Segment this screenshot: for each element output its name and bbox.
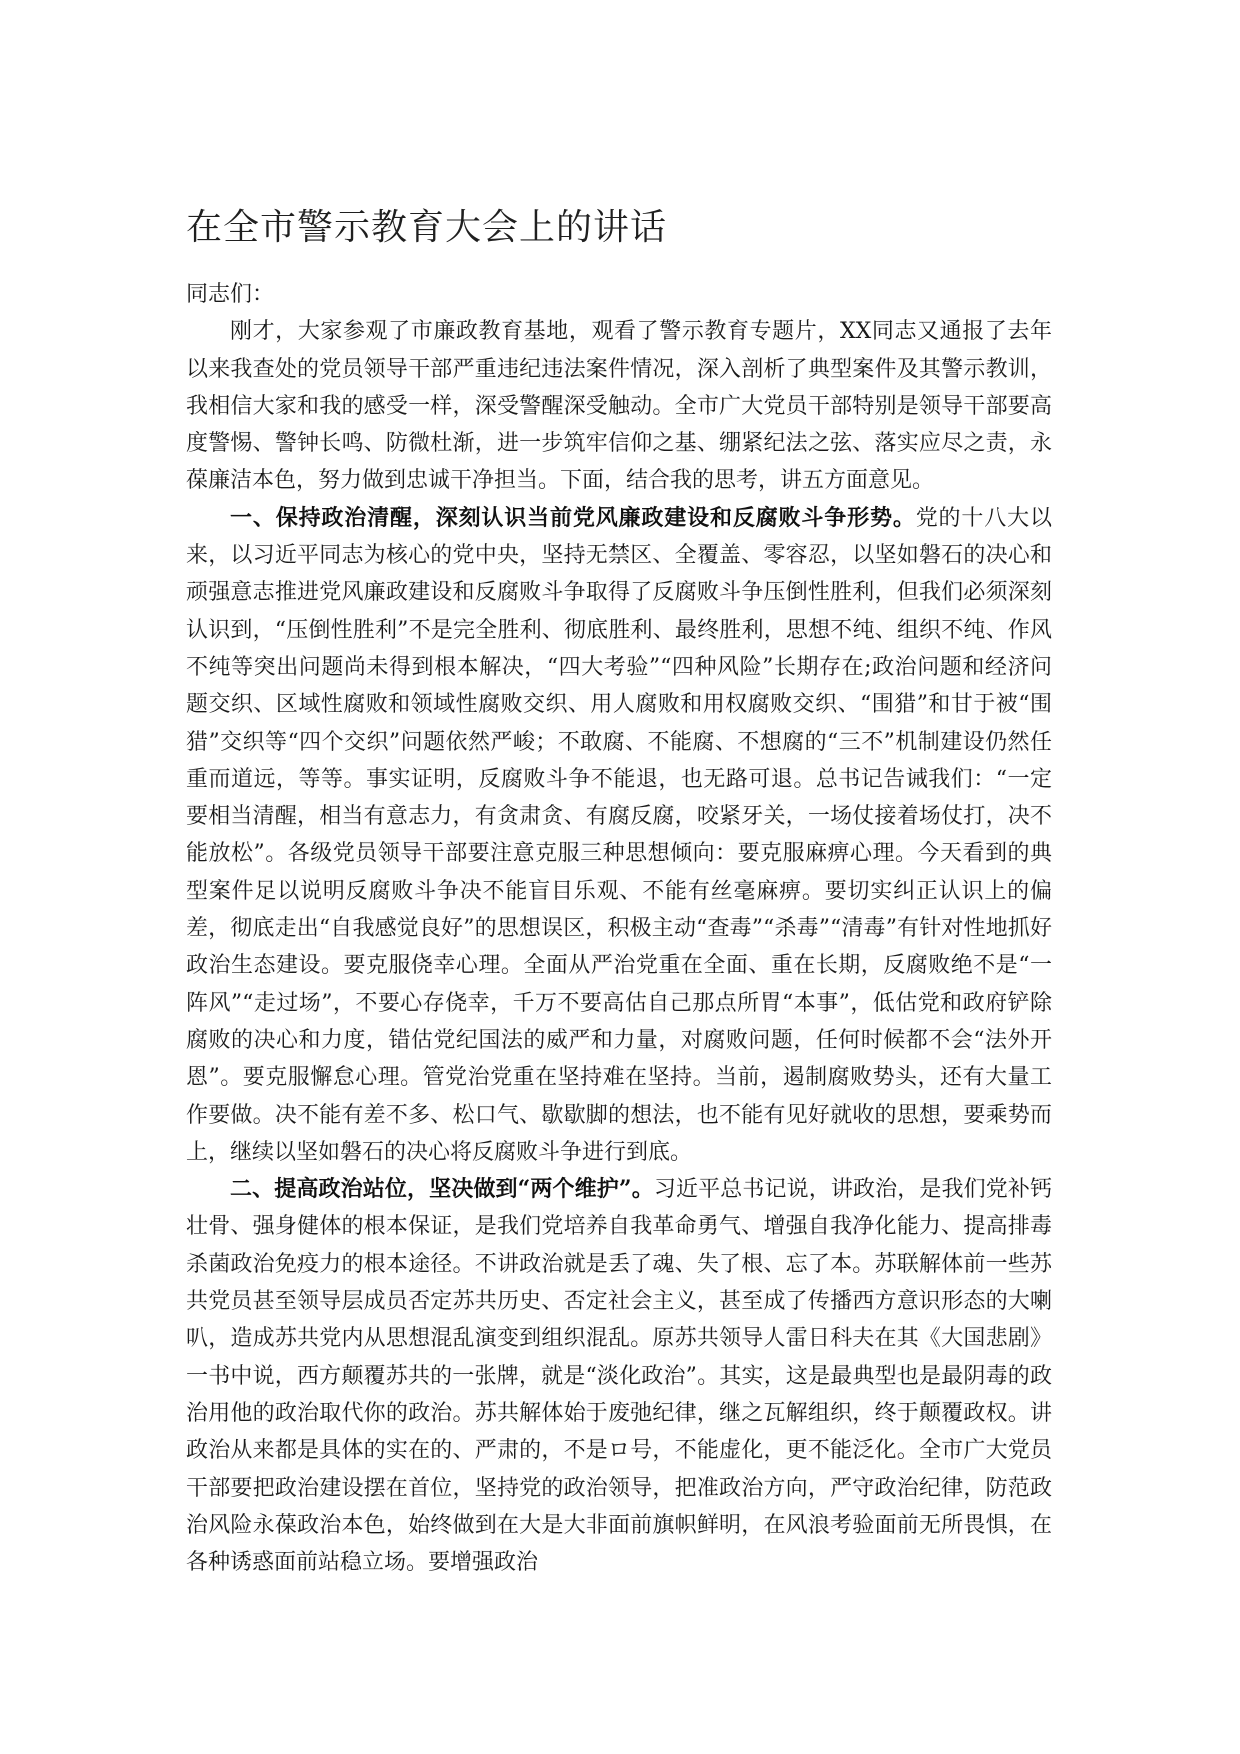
section-paragraph-1	[186, 500, 1052, 1171]
intro-paragraph: 刚才，大家参观了市廉政教育基地，观看了警示教育专题片，XX同志又通报了去年以来我查处的党员领导干部严重违纪违法案件情况，深入剖析了典型案件及其警示教训，我相信大家和我的感受一样，深受警醒深受触动。全市广大党员干部特别是领导干部要高度警惕、警钟长鸣、防微杜渐，进一步筑牢信仰之基、绷紧纪法之弦、落实应尽之责，永葆廉洁本色，努力做到忠诚干净担当。下面，结合我的思考，讲五方面意见。	[186, 319, 1052, 494]
document-title: 在全市警示教育大会上的讲话	[186, 207, 668, 248]
section-paragraph-2	[186, 1171, 1052, 1581]
greeting: 同志们：	[186, 282, 275, 307]
section-text-2: 习近平总书记说，讲政治，是我们党补钙壮骨、强身健体的根本保证，是我们党培养自我革命勇气、增强自我净化能力、提高排毒杀菌政治免疫力的根本途径。不讲政治就是丢了魂、失了根、忘了本。苏联解体前一些苏共党员甚至领导层成员否定苏共历史、否定社会主义，甚至成了传播西方意识形态的大喇叭，造成苏共党内从思想混乱演变到组织混乱。原苏共领导人雷日科夫在其《大国悲剧》一书中说，西方颠覆苏共的一张牌，就是“淡化政治”。其实，这是最典型也是最阴毒的政治用他的政治取代你的政治。苏共解体始于废弛纪律，继之瓦解组织，终于颠覆政权。讲政治从来都是具体的实在的、严肃的，不是ロ号，不能虚化，更不能泛化。全市广大党员干部要把政治建设摆在首位，坚持党的政治领导，把准政治方向，严守政治纪律，防范政治风险永葆政治本色，始终做到在大是大非面前旗帜鲜明，在风浪考验面前无所畏惧，在各种诱惑面前站稳立场。要增强政治	[186, 1177, 1052, 1576]
section-heading-2: 二、提高政治站位，坚决做到“两个维护”。	[230, 1176, 654, 1203]
section-heading-1: 一、保持政治清醒，深刻认识当前党风廉政建设和反腐败斗争形势。	[230, 504, 916, 531]
document-body	[186, 276, 1052, 1581]
section-text-1: 党的十八大以来，以习近平同志为核心的党中央，坚持无禁区、全覆盖、零容忍，以坚如磐石的决心和顽强意志推进党风廉政建设和反腐败斗争取得了反腐败斗争压倒性胜利，但我们必须深刻认识到，“压倒性胜利”不是完全胜利、彻底胜利、最终胜利，思想不纯、组织不纯、作风不纯等突出问题尚未得到根本解决，“四大考验”“四种风险”长期存在;政治问题和经济问题交织、区域性腐败和领域性腐败交织、用人腐败和用权腐败交织、“围猎”和甘于被“围猎”交织等“四个交织”问题依然严峻；不敢腐、不能腐、不想腐的“三不”机制建设仍然任重而道远，等等。事实证明，反腐败斗争不能退，也无路可退。总书记告诫我们：“一定要相当清醒，相当有意志力，有贪肃贪、有腐反腐，咬紧牙关，一场仗接着场仗打，决不能放松”。各级党员领导干部要注意克服三种思想倾向：要克服麻痹心理。今天看到的典型案件足以说明反腐败斗争决不能盲目乐观、不能有丝毫麻痹。要切实纠正认识上的偏差，彻底走出“自我感觉良好”的思想误区，积极主动“查毒”“杀毒”“清毒”有针对性地抓好政治生态建设。要克服侥幸心理。全面从严治党重在全面、重在长期，反腐败绝不是“一阵风”“走过场”，不要心存侥幸，千万不要高估自己那点所胃“本事”，低估党和政府铲除腐败的决心和力度，错估党纪国法的威严和力量，对腐败问题，任何时候都不会“法外开恩”。要克服懈怠心理。管党治党重在坚持难在坚持。当前，遏制腐败势头，还有大量工作要做。决不能有差不多、松口气、歇歇脚的想法，也不能有见好就收的思想，要乘势而上，继续以坚如磐石的决心将反腐败斗争进行到底。	[186, 505, 1052, 1165]
